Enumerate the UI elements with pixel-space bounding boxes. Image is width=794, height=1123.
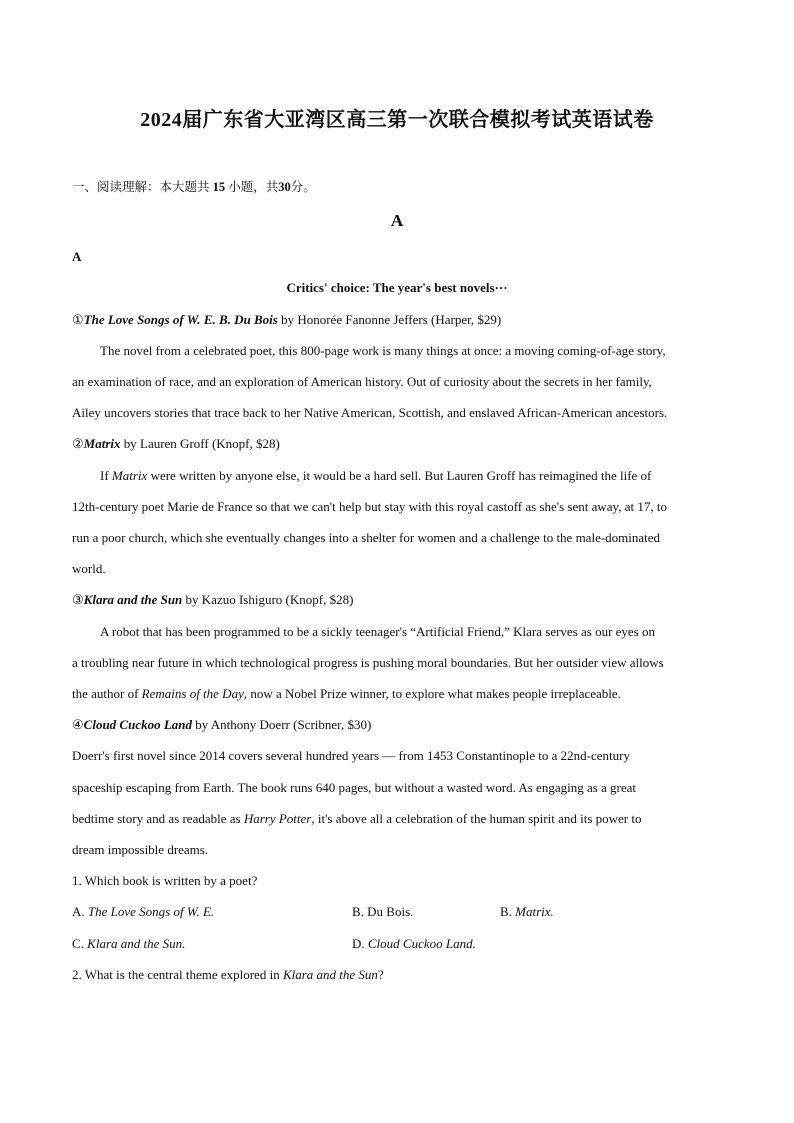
book-3-line-3-prefix: the author of bbox=[72, 686, 142, 701]
book-4-line-3-italic: Harry Potter bbox=[243, 811, 312, 826]
option-letter: B. bbox=[352, 904, 368, 919]
passage-title: Critics' choice: The year's best novels··· bbox=[286, 280, 508, 295]
book-3-line-3-rest: , now a Nobel Prize winner, to explore what makes people irreplaceable. bbox=[243, 686, 621, 701]
book-3-line-3 bbox=[72, 686, 621, 702]
option-text: Klara and the Sun. bbox=[87, 936, 186, 951]
option-letter: A. bbox=[72, 904, 88, 919]
question-1-option-b-second[interactable] bbox=[500, 904, 554, 920]
book-2-marker: ② bbox=[72, 436, 84, 451]
question-1-option-d[interactable] bbox=[352, 936, 476, 952]
option-letter: D. bbox=[352, 936, 368, 951]
book-2-line-1-rest: were written by anyone else, it would be a hard sell. But Lauren Groff has reimagined the life of bbox=[147, 468, 652, 483]
question-2-prefix: . What is the central theme explored in bbox=[78, 967, 283, 982]
book-3-marker: ③ bbox=[72, 592, 84, 607]
option-letter: C. bbox=[72, 936, 88, 951]
passage-label: A bbox=[72, 249, 82, 264]
book-2-line-1 bbox=[100, 468, 651, 484]
book-4-line-3 bbox=[72, 811, 642, 827]
part-letter: A bbox=[390, 211, 404, 230]
book-2-title: Matrix bbox=[83, 436, 121, 451]
question-1-option-a[interactable] bbox=[72, 904, 214, 920]
option-text: Du Bois. bbox=[367, 904, 414, 919]
section-heading-suffix: 分。 bbox=[290, 180, 316, 194]
question-1 bbox=[72, 873, 257, 889]
book-4-heading bbox=[72, 717, 371, 733]
book-3-line-3-italic: Remains of the Day bbox=[141, 686, 244, 701]
question-1-option-b[interactable] bbox=[352, 904, 413, 920]
question-1-option-c[interactable] bbox=[72, 936, 185, 952]
question-1-text: . Which book is written by a poet? bbox=[78, 873, 258, 888]
book-4-marker: ④ bbox=[72, 717, 84, 732]
option-text: Cloud Cuckoo Land. bbox=[367, 936, 476, 951]
question-2-number: 2 bbox=[72, 967, 79, 982]
book-1-line-2: an examination of race, and an exploration of American history. Out of curiosity about the secrets in her family, bbox=[72, 374, 652, 389]
book-2-line-4: world. bbox=[72, 561, 106, 576]
question-count: 15 bbox=[212, 180, 226, 194]
book-4-line-3-rest: , it's above all a celebration of the human spirit and its power to bbox=[311, 811, 642, 826]
section-heading-middle: 小题，共 bbox=[228, 180, 279, 194]
book-3-title: Klara and the Sun bbox=[83, 592, 183, 607]
book-1-marker: ① bbox=[72, 312, 84, 327]
question-2-suffix: ? bbox=[377, 967, 384, 982]
option-text: The Love Songs of W. E. bbox=[87, 904, 215, 919]
book-4-title: Cloud Cuckoo Land bbox=[83, 717, 193, 732]
book-2-line-1-italic: Matrix bbox=[111, 468, 148, 483]
book-2-byline: by Lauren Groff (Knopf, $28) bbox=[120, 436, 280, 451]
book-4-byline: by Anthony Doerr (Scribner, $30) bbox=[192, 717, 372, 732]
book-1-byline: by Honorée Fanonne Jeffers (Harper, $29) bbox=[277, 312, 502, 327]
question-2 bbox=[72, 967, 384, 983]
option-text: Matrix. bbox=[515, 904, 554, 919]
book-4-line-4: dream impossible dreams. bbox=[72, 842, 209, 857]
question-1-number: 1 bbox=[72, 873, 79, 888]
book-4-line-2: spaceship escaping from Earth. The book runs 640 pages, but without a wasted word. As engaging as a great bbox=[72, 780, 637, 795]
book-1-line-1: The novel from a celebrated poet, this 800-page work is many things at once: a moving coming-of-age story, bbox=[100, 343, 666, 358]
book-3-line-2: a troubling near future in which technological progress is pushing moral boundaries. But her outsider view allows bbox=[72, 655, 664, 670]
question-2-italic: Klara and the Sun bbox=[282, 967, 378, 982]
book-2-heading bbox=[72, 436, 280, 452]
option-letter: B. bbox=[500, 904, 516, 919]
book-1-line-3: Ailey uncovers stories that trace back to her Native American, Scottish, and enslaved African-American ancestors. bbox=[72, 405, 668, 420]
book-2-line-1-prefix: If bbox=[100, 468, 112, 483]
document-title: 2024届广东省大亚湾区高三第一次联合模拟考试英语试卷 bbox=[140, 109, 654, 131]
book-4-line-1: Doerr's first novel since 2014 covers several hundred years — from 1453 Constantinople to a 22nd-century bbox=[72, 748, 630, 763]
book-1-heading bbox=[72, 312, 501, 328]
book-3-line-1: A robot that has been programmed to be a sickly teenager's “Artificial Friend,” Klara serves as our eyes on bbox=[100, 624, 656, 639]
book-2-line-3: run a poor church, which she eventually changes into a shelter for women and a challenge to the male-dominated bbox=[72, 530, 661, 545]
book-3-heading bbox=[72, 592, 353, 608]
section-heading-prefix: 一、阅读理解：本大题共 bbox=[72, 180, 210, 194]
section-heading bbox=[72, 177, 316, 195]
total-score: 30 bbox=[278, 180, 291, 194]
book-2-line-2: 12th-century poet Marie de France so that we can't help but stay with this royal castoff as she's sent away, at 17, to bbox=[72, 499, 667, 514]
book-4-line-3-prefix: bedtime story and as readable as bbox=[72, 811, 244, 826]
book-1-title: The Love Songs of W. E. B. Du Bois bbox=[83, 312, 278, 327]
book-3-byline: by Kazuo Ishiguro (Knopf, $28) bbox=[182, 592, 354, 607]
